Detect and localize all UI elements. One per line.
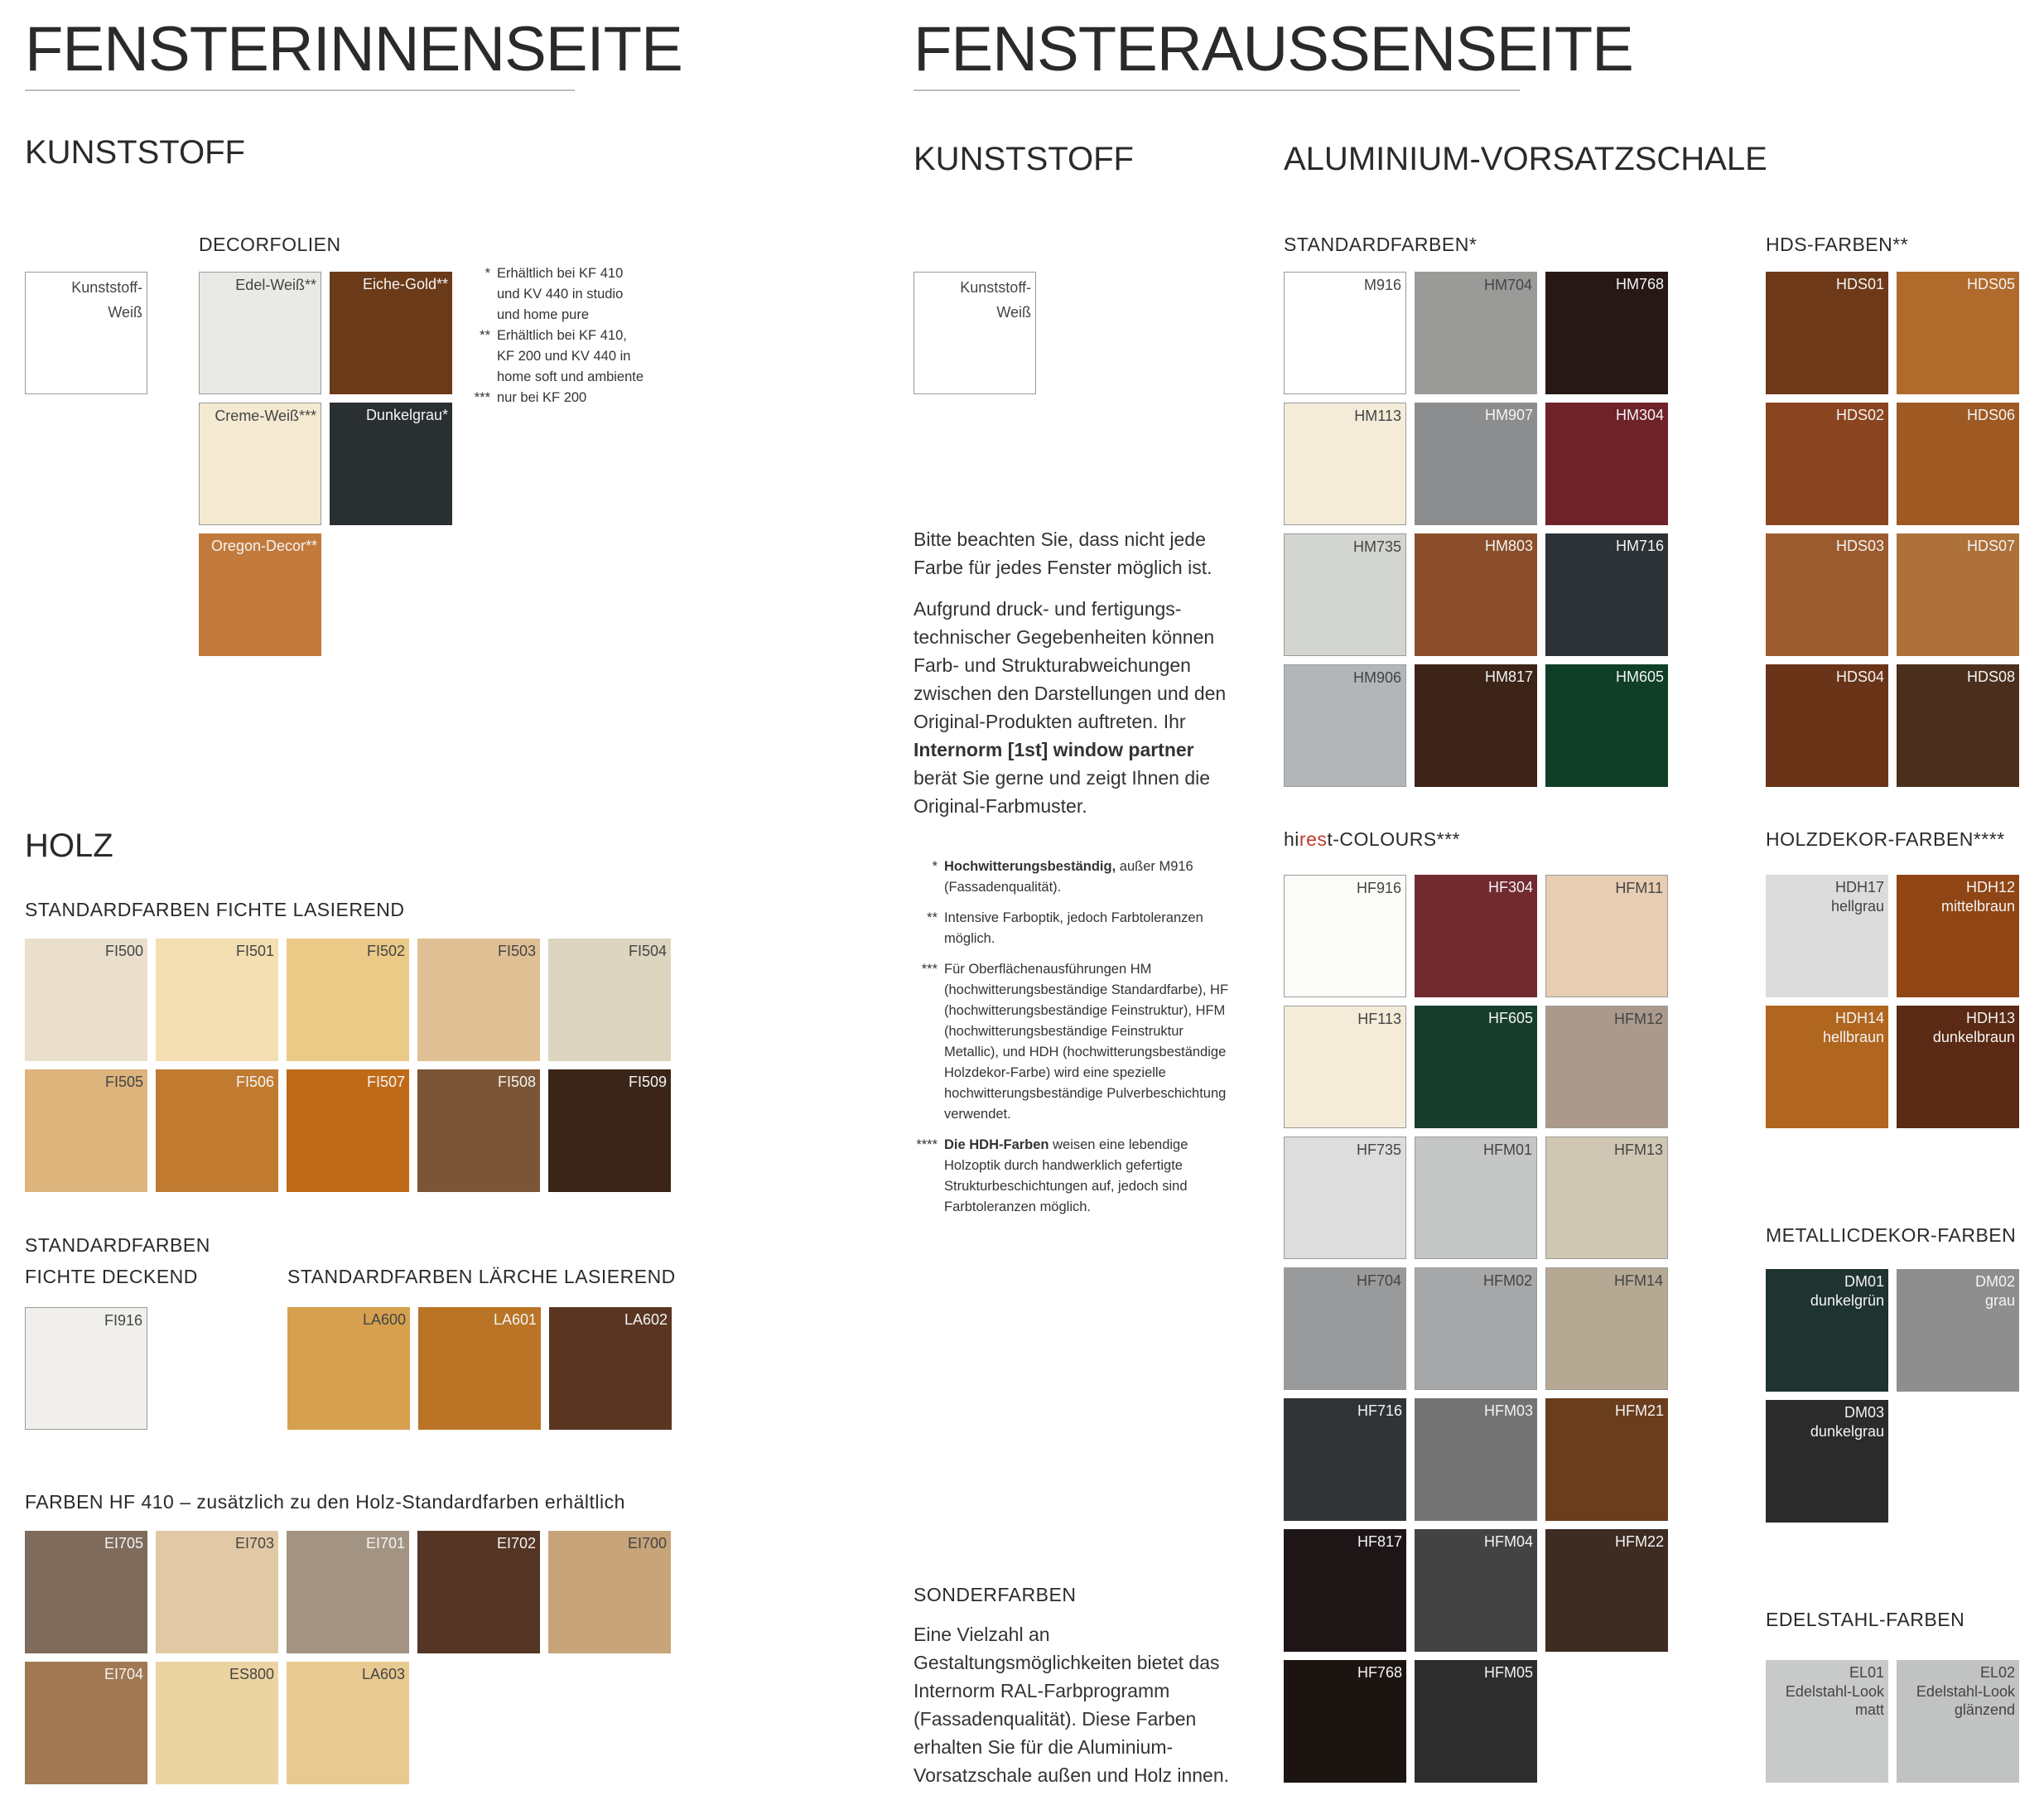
swatch-label: HFM21: [1614, 1402, 1664, 1419]
color-swatch[interactable]: [1545, 664, 1668, 787]
color-swatch[interactable]: [1766, 1400, 1888, 1523]
swatch-label: HDS06: [1966, 407, 2015, 423]
color-swatch[interactable]: [1284, 1398, 1406, 1521]
footnote-mark: ****: [916, 1137, 938, 1152]
swatch-label: HM768: [1615, 276, 1664, 292]
color-swatch[interactable]: [1766, 1660, 1888, 1783]
footnote-text: nur bei KF 200: [497, 390, 587, 405]
swatch-label: HF605: [1487, 1010, 1533, 1026]
color-swatch[interactable]: [1766, 272, 1888, 394]
swatch-label: DM03 dunkelgrau: [1810, 1404, 1884, 1440]
swatch-label: HFM03: [1483, 1402, 1533, 1419]
swatch-label: EI700: [627, 1535, 667, 1552]
alu-heading: ALUMINIUM-VORSATZSCHALE: [1284, 141, 1767, 177]
swatch-label: FI501: [235, 943, 274, 959]
swatch-label: HFM01: [1482, 1141, 1532, 1158]
color-swatch[interactable]: [549, 1307, 672, 1430]
footnote-mark: **: [480, 328, 490, 343]
left-title-rule: [25, 89, 575, 91]
swatch-label: HM716: [1615, 538, 1664, 554]
holzdekor-heading: HOLZDEKOR-FARBEN****: [1766, 828, 2005, 850]
swatch-label: HM907: [1484, 407, 1533, 423]
footnote-text: Für Oberflächenausführungen HM (hochwitterungsbeständige Standardfarbe), HF (hochwitterungsbeständige Feinstruktur), HFM (hochwitterungsbeständige Feinstruktur Metallic), und HDH (hochwitterungsbeständige Holzdekor-Farbe) wird eine spezielle hochwitterungsbeständige Pulverbeschichtung verwendet.: [944, 962, 1229, 1122]
swatch-label: HDH13 dunkelbraun: [1932, 1010, 2015, 1045]
footnote-text: Erhältlich bei KF 410 und KV 440 in studio und home pure: [497, 266, 624, 322]
swatch-label: HFM14: [1613, 1272, 1663, 1289]
swatch-label: EI702: [496, 1535, 536, 1552]
color-swatch[interactable]: [1284, 1006, 1406, 1128]
swatch-label: FI916: [104, 1312, 142, 1329]
color-swatch[interactable]: [1766, 1269, 1888, 1392]
footnote-text: weisen eine lebendige Holzoptik durch handwerklich gefertigte Strukturbeschichtungen auf, jedoch sind Farbtoleranzen möglich.: [944, 1137, 1188, 1214]
swatch-label: HM304: [1615, 407, 1664, 423]
color-swatch[interactable]: [417, 939, 540, 1061]
swatch-label: HF304: [1487, 879, 1533, 895]
swatch-label: HFM11: [1615, 880, 1663, 896]
color-swatch[interactable]: [1545, 1398, 1668, 1521]
outer-footnotes: [916, 857, 1238, 1228]
color-swatch[interactable]: [199, 533, 321, 656]
holz-heading: HOLZ: [25, 828, 113, 864]
standardfarben-heading: STANDARDFARBEN*: [1284, 234, 1478, 255]
swatch-label: FI506: [235, 1074, 274, 1090]
swatch-label: M916: [1363, 277, 1401, 293]
swatch-label: HFM02: [1482, 1272, 1532, 1289]
color-swatch[interactable]: [1415, 1529, 1537, 1652]
footnote: [916, 1135, 1238, 1218]
footnote: [921, 959, 1238, 1125]
swatch-label: HM906: [1352, 669, 1401, 686]
swatch-label: HDS04: [1835, 668, 1884, 685]
sonderfarben-text: Eine Vielzahl an Gestaltungsmöglichkeiten bietet das Internorm RAL-Farbprogramm (Fassadenqualität). Diese Farben erhalten Sie für die Aluminium-Vorsatzschale außen und Holz innen.: [914, 1624, 1230, 1786]
swatch-label: HF704: [1356, 1272, 1401, 1289]
color-swatch[interactable]: [1897, 533, 2019, 656]
swatch-label: FI500: [104, 943, 143, 959]
swatch-label: Kunststoff- Weiß: [960, 279, 1031, 321]
footnote-bold: Die HDH-Farben: [944, 1137, 1053, 1152]
footnote: [474, 388, 696, 408]
color-swatch[interactable]: [1415, 1267, 1537, 1390]
color-swatch[interactable]: [1415, 1006, 1537, 1128]
swatch-label: HDS03: [1835, 538, 1884, 554]
color-swatch[interactable]: [1415, 875, 1537, 997]
swatch-label: HFM05: [1483, 1664, 1533, 1681]
right-title: FENSTERAUSSENSEITE: [914, 14, 1633, 84]
swatch-label: Dunkelgrau*: [365, 407, 448, 423]
color-swatch[interactable]: [417, 1531, 540, 1653]
metallic-heading: METALLICDEKOR-FARBEN: [1766, 1224, 2017, 1246]
laerche-heading: STANDARDFARBEN LÄRCHE LASIEREND: [287, 1266, 676, 1287]
color-swatch[interactable]: [1766, 664, 1888, 787]
color-swatch[interactable]: [1545, 272, 1668, 394]
hirest-rest: t-COLOURS***: [1327, 828, 1461, 850]
color-swatch[interactable]: [1415, 1660, 1537, 1783]
kunststoff-outer-heading: KUNSTSTOFF: [914, 141, 1134, 177]
footnote: [927, 908, 1238, 949]
swatch-label: EL02 Edelstahl-Look glänzend: [1916, 1664, 2015, 1718]
color-swatch[interactable]: [1766, 403, 1888, 525]
right-title-rule: [914, 89, 1520, 91]
swatch-label: EI703: [234, 1535, 274, 1552]
fichte-deckend-heading-1: STANDARDFARBEN: [25, 1234, 210, 1256]
color-swatch[interactable]: [25, 1307, 147, 1430]
color-swatch[interactable]: [156, 1531, 278, 1653]
edelstahl-heading: EDELSTAHL-FARBEN: [1766, 1609, 1965, 1630]
color-swatch[interactable]: [1284, 875, 1406, 997]
color-swatch[interactable]: [1415, 1137, 1537, 1259]
color-swatch[interactable]: [156, 1662, 278, 1784]
swatch-label: HFM04: [1483, 1533, 1533, 1550]
swatch-label: EI704: [104, 1666, 143, 1682]
swatch-label: HF735: [1356, 1141, 1401, 1158]
color-swatch[interactable]: [1284, 1137, 1406, 1259]
color-swatch[interactable]: [1545, 1137, 1668, 1259]
footnote-mark: *: [932, 859, 938, 874]
swatch-label: Creme-Weiß***: [215, 408, 316, 424]
footnote-mark: ***: [474, 390, 490, 405]
swatch-label: HDS05: [1966, 276, 2015, 292]
swatch-label: FI507: [366, 1074, 405, 1090]
swatch-kunststoff-weiss-inner[interactable]: [25, 272, 147, 394]
color-swatch[interactable]: [1545, 533, 1668, 656]
color-swatch[interactable]: [1897, 875, 2019, 997]
swatch-label: Edel-Weiß**: [235, 277, 316, 293]
partner-name: Internorm [1st] window partner: [914, 739, 1194, 760]
swatch-label: DM02 grau: [1974, 1273, 2015, 1309]
color-swatch[interactable]: [25, 1069, 147, 1192]
footnote: [484, 263, 696, 326]
color-swatch[interactable]: [1284, 272, 1406, 394]
swatch-label: EI701: [365, 1535, 405, 1552]
color-swatch[interactable]: [156, 939, 278, 1061]
swatch-label: HFM12: [1613, 1011, 1663, 1027]
color-swatch[interactable]: [1415, 533, 1537, 656]
color-swatch[interactable]: [1284, 1660, 1406, 1783]
footnote-bold: Hochwitterungsbeständig,: [944, 859, 1120, 874]
sonderfarben-heading: SONDERFARBEN: [914, 1584, 1077, 1605]
footnote-mark: **: [927, 910, 938, 925]
color-swatch[interactable]: [287, 1662, 409, 1784]
hint-paragraph-2: [914, 595, 1228, 820]
swatch-label: HDS08: [1966, 668, 2015, 685]
swatch-label: LA600: [362, 1311, 406, 1328]
swatch-label: HDS02: [1835, 407, 1884, 423]
swatch-label: HM113: [1354, 408, 1401, 424]
color-swatch[interactable]: [1897, 403, 2019, 525]
color-swatch[interactable]: [25, 939, 147, 1061]
swatch-label: Oregon-Decor**: [210, 538, 317, 554]
swatch-label: HF716: [1357, 1402, 1402, 1419]
hirest-res: res: [1299, 828, 1328, 850]
swatch-label: LA603: [361, 1666, 405, 1682]
color-swatch[interactable]: [1766, 1006, 1888, 1128]
footnote-mark: ***: [921, 962, 938, 977]
swatch-label: HM803: [1484, 538, 1533, 554]
swatch-label: FI505: [104, 1074, 143, 1090]
swatch-label: HF768: [1357, 1664, 1402, 1681]
swatch-label: HF916: [1356, 880, 1401, 896]
hirest-hi: hi: [1284, 828, 1299, 850]
color-swatch[interactable]: [548, 939, 671, 1061]
swatch-label: FI503: [497, 943, 536, 959]
swatch-label: HFM13: [1613, 1141, 1663, 1158]
color-swatch[interactable]: [156, 1069, 278, 1192]
color-swatch[interactable]: [330, 272, 452, 394]
color-swatch[interactable]: [25, 1531, 147, 1653]
footnote-mark: *: [484, 266, 490, 281]
fichte-lasierend-heading: STANDARDFARBEN FICHTE LASIEREND: [25, 899, 405, 920]
color-swatch[interactable]: [25, 1662, 147, 1784]
color-swatch[interactable]: [287, 939, 409, 1061]
hirest-heading: [1284, 828, 1460, 852]
swatch-label: HFM22: [1614, 1533, 1664, 1550]
decorfolien-heading: DECORFOLIEN: [199, 234, 341, 255]
swatch-label: HF817: [1357, 1533, 1402, 1550]
color-swatch[interactable]: [330, 403, 452, 525]
fichte-deckend-heading-2: FICHTE DECKEND: [25, 1266, 198, 1287]
swatch-label: Eiche-Gold**: [362, 276, 448, 292]
swatch-label: HDS01: [1835, 276, 1884, 292]
swatch-label: FI509: [628, 1074, 667, 1090]
color-swatch[interactable]: [1897, 1660, 2019, 1783]
color-swatch[interactable]: [1766, 533, 1888, 656]
footnote-text: Intensive Farboptik, jedoch Farbtoleranzen möglich.: [944, 910, 1203, 946]
hds-heading: HDS-FARBEN**: [1766, 234, 1909, 255]
swatch-label: LA601: [493, 1311, 537, 1328]
swatch-label: DM01 dunkelgrün: [1810, 1273, 1884, 1309]
swatch-label: FI502: [366, 943, 405, 959]
swatch-label: EL01 Edelstahl-Look matt: [1785, 1664, 1884, 1718]
hint-paragraph-1: Bitte beachten Sie, dass nicht jede Farbe für jedes Fenster möglich ist.: [914, 528, 1212, 578]
color-swatch[interactable]: [1766, 875, 1888, 997]
color-swatch[interactable]: [1415, 1398, 1537, 1521]
swatch-label: HM704: [1483, 277, 1532, 293]
swatch-label: HF113: [1357, 1011, 1401, 1027]
color-swatch[interactable]: [1415, 664, 1537, 787]
footnote: [932, 857, 1238, 898]
color-swatch[interactable]: [1545, 1006, 1668, 1128]
swatch-label: HM605: [1615, 668, 1664, 685]
swatch-label: EI705: [104, 1535, 143, 1552]
swatch-label: HDH17 hellgrau: [1830, 879, 1884, 915]
color-swatch[interactable]: [417, 1069, 540, 1192]
footnote-text: außer M916 (Fassadenqualität).: [944, 859, 1193, 895]
color-swatch[interactable]: [1284, 533, 1406, 656]
color-swatch[interactable]: [287, 1069, 409, 1192]
color-swatch[interactable]: [1545, 403, 1668, 525]
color-swatch[interactable]: [1284, 403, 1406, 525]
swatch-label: LA602: [624, 1311, 668, 1328]
color-swatch[interactable]: [1897, 664, 2019, 787]
color-swatch[interactable]: [199, 403, 321, 525]
color-swatch[interactable]: [1897, 1269, 2019, 1392]
swatch-label: HDS07: [1966, 538, 2015, 554]
swatch-kunststoff-weiss-outer[interactable]: [914, 272, 1036, 394]
swatch-label: Kunststoff- Weiß: [71, 279, 142, 321]
hf410-heading: FARBEN HF 410 – zusätzlich zu den Holz-Standardfarben erhältlich: [25, 1491, 625, 1513]
color-swatch[interactable]: [287, 1307, 410, 1430]
color-swatch[interactable]: [1284, 1529, 1406, 1652]
hint-text-end: berät Sie gerne und zeigt Ihnen die Original-Farbmuster.: [914, 767, 1211, 817]
footnote-text: Erhältlich bei KF 410, KF 200 und KV 440 in home soft und ambiente: [497, 328, 644, 384]
kunststoff-heading: KUNSTSTOFF: [25, 134, 245, 171]
color-swatch[interactable]: [1897, 1006, 2019, 1128]
color-swatch[interactable]: [287, 1531, 409, 1653]
swatch-label: FI508: [497, 1074, 536, 1090]
swatch-label: HDH12 mittelbraun: [1940, 879, 2015, 915]
swatch-label: ES800: [229, 1666, 274, 1682]
swatch-label: FI504: [628, 943, 667, 959]
color-swatch[interactable]: [418, 1307, 541, 1430]
color-swatch[interactable]: [1897, 272, 2019, 394]
swatch-label: HDH14 hellbraun: [1822, 1010, 1884, 1045]
color-swatch[interactable]: [1545, 1267, 1668, 1390]
color-swatch[interactable]: [199, 272, 321, 394]
swatch-label: HM817: [1484, 668, 1533, 685]
swatch-label: HM735: [1352, 538, 1401, 555]
color-swatch[interactable]: [1415, 272, 1537, 394]
footnote: [480, 326, 696, 388]
left-title: FENSTERINNENSEITE: [25, 14, 682, 84]
color-swatch[interactable]: [548, 1069, 671, 1192]
hint-text: Aufgrund druck- und fertigungs-technischer Gegebenheiten können Farb- und Strukturabweichungen zwischen den Darstellungen und den Original-Produkten auftreten. Ihr: [914, 598, 1227, 732]
color-swatch[interactable]: [1415, 403, 1537, 525]
color-swatch[interactable]: [548, 1531, 671, 1653]
color-swatch[interactable]: [1284, 664, 1406, 787]
color-swatch[interactable]: [1545, 875, 1668, 997]
color-swatch[interactable]: [1284, 1267, 1406, 1390]
color-swatch[interactable]: [1545, 1529, 1668, 1652]
kunststoff-notes: [474, 263, 696, 408]
